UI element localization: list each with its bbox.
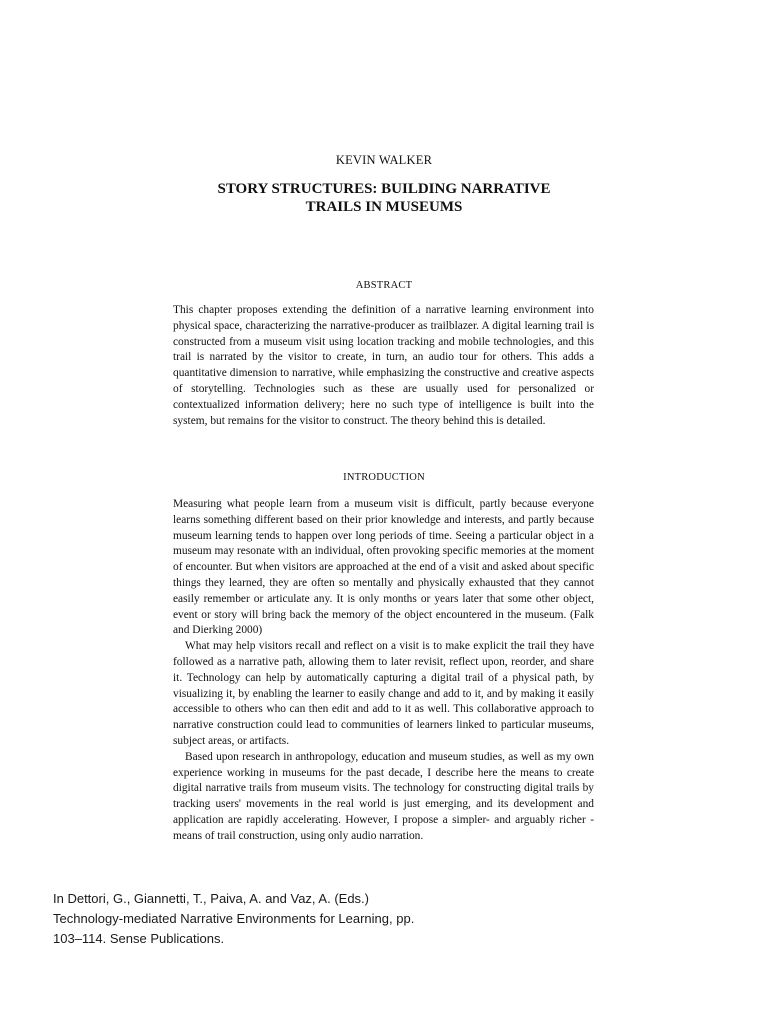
paragraph: Based upon research in anthropology, education and museum studies, as well as my own experience working in museums for the past decade, I describe here the means to create digital narrative trails from museum visits. The technology for constructing digital trails by tracking users' movements in the real world is just emerging, and its development and application are rapidly accelerating. However, I propose a simpler- and arguably richer - means of trail construction, using only audio narration. — [173, 750, 594, 842]
paragraph: Measuring what people learn from a museum visit is difficult, partly because everyone learns something different based on their prior knowledge and interests, and partly because museum learning tends to happen over long periods of time. Seeing a particular object in a museum may resonate with an individual, often provoking specific memories at the moment of encounter. But when visitors are approached at the end of a visit and asked about specific things they learned, they are often so mentally and physically exhausted that they cannot easily remember or articulate any. It is only months or years later that some other object, event or story will bring back the memory of the object encountered in the museum. (Falk and Dierking 2000) — [173, 498, 594, 637]
paper-title — [0, 180, 768, 216]
citation-line-3: 103–114. Sense Publications. — [53, 931, 225, 946]
introduction-heading: INTRODUCTION — [343, 472, 425, 483]
abstract-heading: ABSTRACT — [355, 280, 413, 291]
citation-line-1: In Dettori, G., Giannetti, T., Paiva, A. and Vaz, A. (Eds.) — [53, 891, 369, 906]
title-line-2: TRAILS IN MUSEUMS — [305, 199, 463, 215]
citation-note — [53, 889, 553, 949]
citation-line-2: Technology-mediated Narrative Environments for Learning, pp. — [53, 911, 415, 926]
abstract-text: This chapter proposes extending the definition of a narrative learning environment into physical space, characterizing the narrative-producer as trailblazer. A digital learning trail is constructed from a museum visit using location tracking and mobile technologies, and this trail is narrated by the visitor to create, in turn, an audio tour for others. This adds a quantitative dimension to narrative, while emphasizing the constructive and creative aspects of storytelling. Technologies such as these are usually used for personalized or contextualized information delivery; here no such type of intelligence is built into the system, but remains for the visitor to construct. The theory behind this is detailed. — [173, 304, 594, 427]
title-line-1: STORY STRUCTURES: BUILDING NARRATIVE — [217, 181, 551, 197]
introduction-body — [173, 497, 594, 845]
author-name: KEVIN WALKER — [335, 153, 433, 167]
paragraph: What may help visitors recall and reflect on a visit is to make explicit the trail they have followed as a narrative path, allowing them to later revisit, reflect upon, reorder, and share it. Technology can help by automatically capturing a digital trail of a physical path, by visualizing it, by enabling the learner to easily change and add to it, and by making it easily accessible to others who can then edit and add to it as well. This collaborative approach to narrative construction could lead to communities of learners linked to particular museums, subject areas, or artifacts. — [173, 640, 594, 747]
